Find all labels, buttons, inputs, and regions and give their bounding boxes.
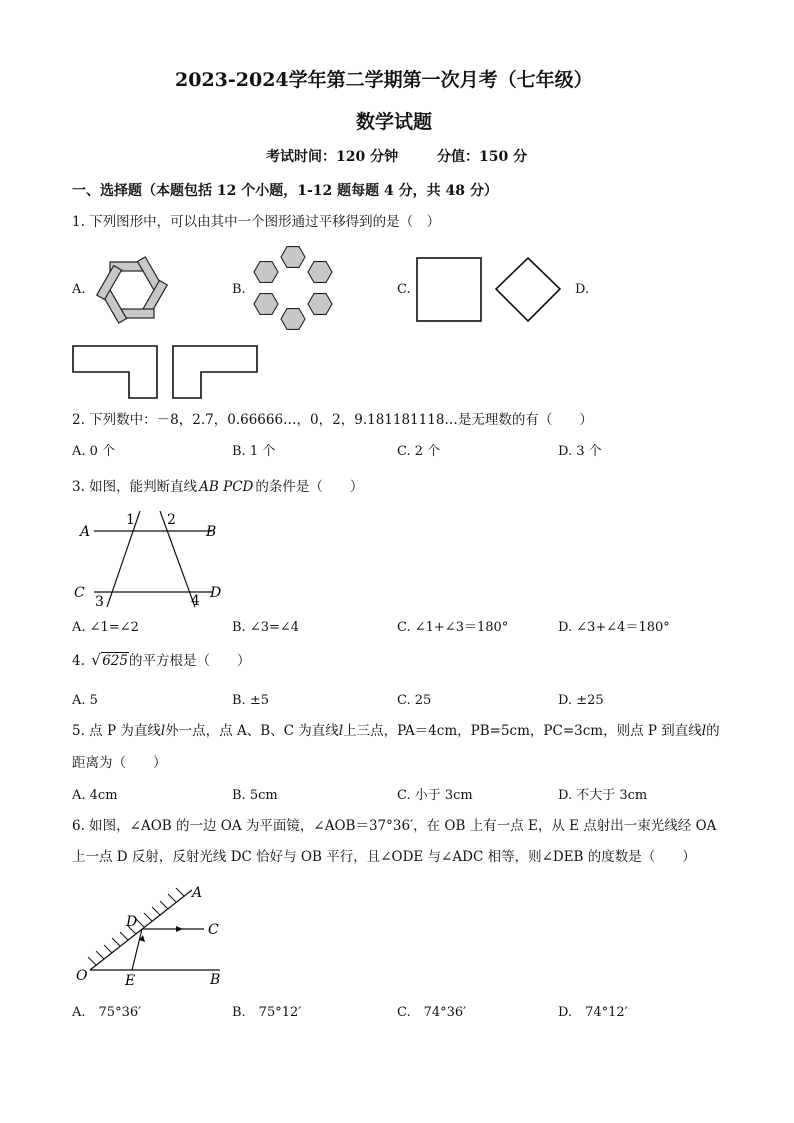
q2-option-c: C. 2 个 bbox=[397, 444, 441, 459]
q3-option-b: B. ∠3=∠4 bbox=[232, 620, 300, 635]
q5-text-a: 5. 点 P 为直线 bbox=[72, 723, 161, 739]
q1b-hex-6 bbox=[254, 262, 278, 283]
q6-option-a: A. 75°36′ bbox=[72, 1005, 142, 1020]
q3-stem-suffix: 的条件是（ ） bbox=[255, 479, 364, 495]
q2-option-d: D. 3 个 bbox=[558, 444, 602, 459]
q5-line-l-1: l bbox=[160, 723, 166, 739]
question-6-line-2: 上一点 D 反射，反射光线 DC 恰好与 OB 平行，且∠ODE 与∠ADC 相等，则∠DEB 的度数是（ ） bbox=[72, 849, 696, 865]
question-2-stem: 2. 下列数中：－8，2.7，0.66666…，0，2，9.181181118…是无理数的有（ ） bbox=[72, 412, 593, 428]
q4-option-d: D. ±25 bbox=[558, 693, 604, 708]
q4-radicand: 625 bbox=[102, 653, 128, 669]
q1b-hex-5 bbox=[254, 294, 278, 315]
q1-option-c: C. bbox=[397, 282, 411, 297]
q3-label-c: C bbox=[74, 585, 85, 601]
q6-label-e: E bbox=[125, 973, 136, 989]
q1-option-b: B. bbox=[232, 282, 246, 297]
q4-option-b: B. ±5 bbox=[232, 693, 269, 708]
q1b-hex-2 bbox=[308, 262, 332, 283]
question-4-stem bbox=[72, 651, 251, 669]
q1b-hex-4 bbox=[281, 309, 305, 330]
exam-title: 2023-2024学年第二学期第一次月考（七年级） bbox=[175, 69, 593, 91]
q6-option-d: D. 74°12′ bbox=[558, 1005, 628, 1020]
q1-figure-d bbox=[71, 344, 261, 400]
q2-option-a: A. 0 个 bbox=[72, 444, 116, 459]
exam-subtitle: 数学试题 bbox=[356, 111, 433, 133]
q1d-shape-right bbox=[173, 346, 257, 398]
q5-text-d: 的 bbox=[706, 723, 720, 739]
q3-label-a: A bbox=[80, 524, 91, 540]
q5-text-c: 上三点，PA＝4cm，PB=5cm，PC=3cm，则点 P 到直线 bbox=[343, 723, 702, 739]
q6-label-o: O bbox=[76, 968, 88, 984]
q6-label-d: D bbox=[126, 914, 138, 930]
q4-option-a: A. 5 bbox=[72, 693, 98, 708]
question-5-line-1 bbox=[72, 725, 720, 739]
q3-option-c: C. ∠1+∠3＝180° bbox=[397, 620, 509, 635]
exam-time: 考试时间：120 分钟 bbox=[266, 149, 399, 165]
q3-label-2: 2 bbox=[167, 512, 176, 528]
q1c-diamond bbox=[496, 258, 560, 321]
q1-option-d: D. bbox=[575, 282, 590, 297]
q6-reflected-arrow bbox=[176, 926, 183, 932]
q5-option-d: D. 不大于 3cm bbox=[558, 788, 648, 803]
q4-stem-suffix: 的平方根是（ ） bbox=[128, 653, 251, 669]
section-heading: 一、选择题（本题包括 12 个小题，1-12 题每题 4 分，共 48 分） bbox=[72, 183, 498, 199]
q3-label-3: 3 bbox=[95, 594, 104, 610]
q6-label-b: B bbox=[210, 972, 221, 988]
q6-option-b: B. 75°12′ bbox=[232, 1005, 302, 1020]
q1d-shape-left bbox=[73, 346, 157, 398]
question-5-line-2: 距离为（ ） bbox=[72, 755, 167, 771]
q6-figure bbox=[72, 882, 242, 992]
question-1-stem: 1. 下列图形中，可以由其中一个图形通过平移得到的是（ ） bbox=[72, 214, 441, 230]
q3-stem-math: AB PCD bbox=[199, 479, 254, 495]
q3-label-b: B bbox=[206, 524, 217, 540]
q6-label-c: C bbox=[208, 922, 219, 938]
q3-label-d: D bbox=[210, 585, 222, 601]
q4-sqrt bbox=[91, 651, 129, 669]
question-3-stem bbox=[72, 481, 363, 495]
q3-label-4: 4 bbox=[191, 593, 200, 609]
q4-sqrt-sign: √ bbox=[91, 651, 101, 669]
q4-option-c: C. 25 bbox=[397, 693, 432, 708]
q1-figure-b bbox=[249, 244, 339, 334]
q4-stem-prefix: 4. bbox=[72, 653, 85, 669]
q5-option-c: C. 小于 3cm bbox=[397, 788, 473, 803]
q5-line-l-2: l bbox=[338, 723, 344, 739]
q1b-hex-3 bbox=[308, 294, 332, 315]
q2-option-b: B. 1 个 bbox=[232, 444, 276, 459]
q1c-square bbox=[417, 258, 481, 321]
q5-option-b: B. 5cm bbox=[232, 788, 278, 803]
q6-option-c: C. 74°36′ bbox=[397, 1005, 467, 1020]
q3-figure bbox=[74, 509, 234, 609]
question-6-line-1: 6. 如图，∠AOB 的一边 OA 为平面镜，∠AOB＝37°36′，在 OB 上有一点 E，从 E 点射出一束光线经 OA bbox=[72, 818, 717, 834]
q3-label-1: 1 bbox=[126, 512, 135, 528]
q5-text-b: 外一点，点 A、B、C 为直线 bbox=[165, 723, 339, 739]
q3-stem-prefix: 3. 如图，能判断直线 bbox=[72, 479, 198, 495]
q1-figure-c bbox=[414, 255, 564, 325]
q5-option-a: A. 4cm bbox=[72, 788, 118, 803]
exam-score: 分值：150 分 bbox=[437, 149, 528, 165]
q1-option-a: A. bbox=[72, 282, 86, 297]
q3-option-a: A. ∠1=∠2 bbox=[72, 620, 139, 635]
q1-figure-a bbox=[92, 252, 172, 332]
q6-label-a: A bbox=[192, 885, 203, 901]
q3-option-d: D. ∠3+∠4＝180° bbox=[558, 620, 670, 635]
q1b-hex-1 bbox=[281, 247, 305, 268]
q5-line-l-3: l bbox=[701, 723, 707, 739]
